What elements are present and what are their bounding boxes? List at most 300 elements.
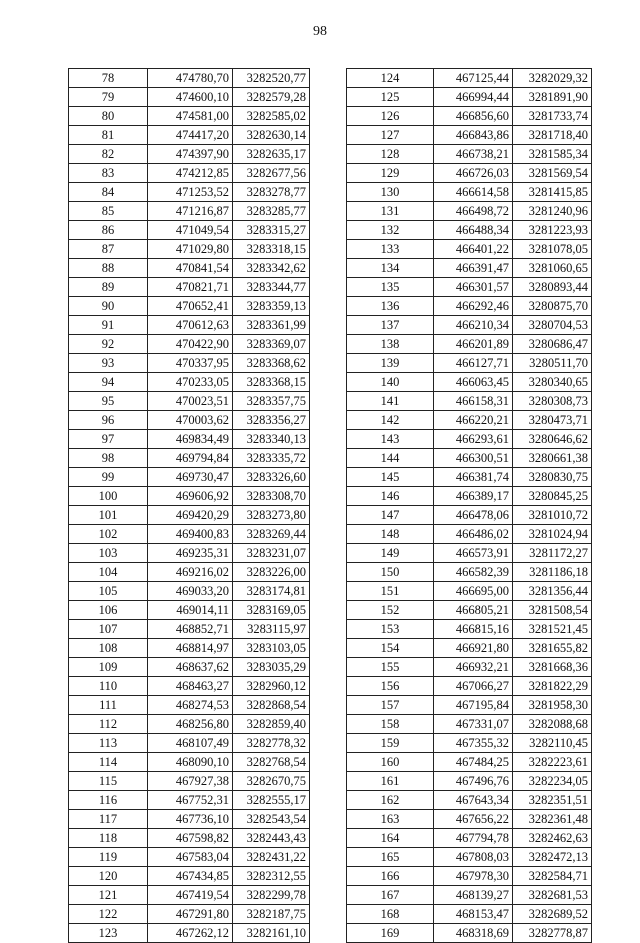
table-row [347,392,592,411]
point-number-cell: 130 [347,183,434,202]
point-number-cell: 88 [69,259,148,278]
y-coordinate-cell: 3283357,75 [233,392,310,411]
table-row [69,525,310,544]
table-row [347,411,592,430]
point-number-cell: 138 [347,335,434,354]
y-coordinate-cell: 3283361,99 [233,316,310,335]
x-coordinate-cell: 471049,54 [148,221,233,240]
table-row [69,449,310,468]
table-row [347,620,592,639]
table-row [69,639,310,658]
table-row [347,734,592,753]
y-coordinate-cell: 3281415,85 [513,183,592,202]
point-number-cell: 120 [69,867,148,886]
x-coordinate-cell: 467066,27 [434,677,513,696]
x-coordinate-cell: 466381,74 [434,468,513,487]
y-coordinate-cell: 3281958,30 [513,696,592,715]
x-coordinate-cell: 469420,29 [148,506,233,525]
table-row [69,715,310,734]
point-number-cell: 163 [347,810,434,829]
point-number-cell: 103 [69,544,148,563]
y-coordinate-cell: 3280845,25 [513,487,592,506]
y-coordinate-cell: 3281060,65 [513,259,592,278]
point-number-cell: 81 [69,126,148,145]
y-coordinate-cell: 3282223,61 [513,753,592,772]
y-coordinate-cell: 3281223,93 [513,221,592,240]
x-coordinate-cell: 468463,27 [148,677,233,696]
x-coordinate-cell: 467355,32 [434,734,513,753]
table-row [69,791,310,810]
y-coordinate-cell: 3282472,13 [513,848,592,867]
x-coordinate-cell: 466695,00 [434,582,513,601]
table-row [69,126,310,145]
point-number-cell: 78 [69,69,148,88]
point-number-cell: 156 [347,677,434,696]
x-coordinate-cell: 469606,92 [148,487,233,506]
x-coordinate-cell: 471029,80 [148,240,233,259]
x-coordinate-cell: 467598,82 [148,829,233,848]
point-number-cell: 101 [69,506,148,525]
point-number-cell: 92 [69,335,148,354]
table-row [69,164,310,183]
y-coordinate-cell: 3282555,17 [233,791,310,810]
point-number-cell: 97 [69,430,148,449]
point-number-cell: 111 [69,696,148,715]
point-number-cell: 144 [347,449,434,468]
y-coordinate-cell: 3283231,07 [233,544,310,563]
point-number-cell: 104 [69,563,148,582]
x-coordinate-cell: 467643,34 [434,791,513,810]
y-coordinate-cell: 3283174,81 [233,582,310,601]
x-coordinate-cell: 466573,91 [434,544,513,563]
point-number-cell: 161 [347,772,434,791]
point-number-cell: 160 [347,753,434,772]
table-row [69,563,310,582]
table-row [347,487,592,506]
point-number-cell: 117 [69,810,148,829]
y-coordinate-cell: 3281822,29 [513,677,592,696]
coordinates-table-left [68,68,310,943]
table-row [347,297,592,316]
y-coordinate-cell: 3283340,13 [233,430,310,449]
table-row [347,183,592,202]
y-coordinate-cell: 3281508,54 [513,601,592,620]
table-row [347,316,592,335]
point-number-cell: 164 [347,829,434,848]
x-coordinate-cell: 467496,76 [434,772,513,791]
y-coordinate-cell: 3283335,72 [233,449,310,468]
coordinates-table-left-body [69,69,310,943]
x-coordinate-cell: 469400,83 [148,525,233,544]
x-coordinate-cell: 474581,00 [148,107,233,126]
point-number-cell: 142 [347,411,434,430]
point-number-cell: 166 [347,867,434,886]
x-coordinate-cell: 467484,25 [434,753,513,772]
point-number-cell: 91 [69,316,148,335]
x-coordinate-cell: 466805,21 [434,601,513,620]
x-coordinate-cell: 468107,49 [148,734,233,753]
point-number-cell: 106 [69,601,148,620]
y-coordinate-cell: 3281569,54 [513,164,592,183]
point-number-cell: 112 [69,715,148,734]
point-number-cell: 133 [347,240,434,259]
y-coordinate-cell: 3281718,40 [513,126,592,145]
y-coordinate-cell: 3280704,53 [513,316,592,335]
table-row [347,772,592,791]
table-row [347,354,592,373]
x-coordinate-cell: 466158,31 [434,392,513,411]
x-coordinate-cell: 470612,63 [148,316,233,335]
y-coordinate-cell: 3282110,45 [513,734,592,753]
point-number-cell: 93 [69,354,148,373]
y-coordinate-cell: 3283342,62 [233,259,310,278]
point-number-cell: 100 [69,487,148,506]
x-coordinate-cell: 468153,47 [434,905,513,924]
point-number-cell: 122 [69,905,148,924]
table-row [347,601,592,620]
x-coordinate-cell: 466401,22 [434,240,513,259]
x-coordinate-cell: 467331,07 [434,715,513,734]
y-coordinate-cell: 3282187,75 [233,905,310,924]
x-coordinate-cell: 470023,51 [148,392,233,411]
y-coordinate-cell: 3282351,51 [513,791,592,810]
table-row [69,544,310,563]
table-row [69,848,310,867]
x-coordinate-cell: 470821,71 [148,278,233,297]
table-row [347,677,592,696]
y-coordinate-cell: 3282681,53 [513,886,592,905]
table-row [69,202,310,221]
y-coordinate-cell: 3282778,87 [513,924,592,943]
x-coordinate-cell: 469834,49 [148,430,233,449]
table-row [347,88,592,107]
point-number-cell: 118 [69,829,148,848]
table-row [347,582,592,601]
y-coordinate-cell: 3282670,75 [233,772,310,791]
x-coordinate-cell: 471216,87 [148,202,233,221]
y-coordinate-cell: 3280646,62 [513,430,592,449]
x-coordinate-cell: 466994,44 [434,88,513,107]
x-coordinate-cell: 466486,02 [434,525,513,544]
table-row [69,316,310,335]
point-number-cell: 84 [69,183,148,202]
table-row [69,278,310,297]
point-number-cell: 162 [347,791,434,810]
table-row [347,373,592,392]
point-number-cell: 107 [69,620,148,639]
x-coordinate-cell: 468274,53 [148,696,233,715]
y-coordinate-cell: 3283368,62 [233,354,310,373]
table-row [69,582,310,601]
y-coordinate-cell: 3281078,05 [513,240,592,259]
table-row [347,848,592,867]
y-coordinate-cell: 3282431,22 [233,848,310,867]
point-number-cell: 102 [69,525,148,544]
table-row [347,506,592,525]
y-coordinate-cell: 3283285,77 [233,202,310,221]
point-number-cell: 94 [69,373,148,392]
table-row [69,88,310,107]
table-row [347,164,592,183]
y-coordinate-cell: 3282960,12 [233,677,310,696]
point-number-cell: 79 [69,88,148,107]
table-row [69,658,310,677]
x-coordinate-cell: 467927,38 [148,772,233,791]
point-number-cell: 89 [69,278,148,297]
x-coordinate-cell: 466201,89 [434,335,513,354]
y-coordinate-cell: 3281172,27 [513,544,592,563]
point-number-cell: 90 [69,297,148,316]
y-coordinate-cell: 3283369,07 [233,335,310,354]
point-number-cell: 149 [347,544,434,563]
x-coordinate-cell: 470841,54 [148,259,233,278]
point-number-cell: 165 [347,848,434,867]
y-coordinate-cell: 3281186,18 [513,563,592,582]
table-row [347,145,592,164]
point-number-cell: 131 [347,202,434,221]
x-coordinate-cell: 469235,31 [148,544,233,563]
x-coordinate-cell: 466921,80 [434,639,513,658]
table-row [69,734,310,753]
page-number: 98 [313,24,327,39]
point-number-cell: 136 [347,297,434,316]
table-row [347,468,592,487]
x-coordinate-cell: 468256,80 [148,715,233,734]
point-number-cell: 159 [347,734,434,753]
x-coordinate-cell: 466389,17 [434,487,513,506]
table-row [69,772,310,791]
y-coordinate-cell: 3282088,68 [513,715,592,734]
point-number-cell: 109 [69,658,148,677]
x-coordinate-cell: 467656,22 [434,810,513,829]
y-coordinate-cell: 3283356,27 [233,411,310,430]
x-coordinate-cell: 474397,90 [148,145,233,164]
table-row [69,392,310,411]
table-row [347,563,592,582]
y-coordinate-cell: 3282234,05 [513,772,592,791]
x-coordinate-cell: 466300,51 [434,449,513,468]
y-coordinate-cell: 3281024,94 [513,525,592,544]
y-coordinate-cell: 3282585,02 [233,107,310,126]
table-row [69,506,310,525]
point-number-cell: 119 [69,848,148,867]
table-row [347,810,592,829]
y-coordinate-cell: 3282443,43 [233,829,310,848]
y-coordinate-cell: 3282868,54 [233,696,310,715]
table-row [347,867,592,886]
table-row [347,240,592,259]
y-coordinate-cell: 3282299,78 [233,886,310,905]
y-coordinate-cell: 3283103,05 [233,639,310,658]
y-coordinate-cell: 3283315,27 [233,221,310,240]
x-coordinate-cell: 469014,11 [148,601,233,620]
y-coordinate-cell: 3281668,36 [513,658,592,677]
y-coordinate-cell: 3280308,73 [513,392,592,411]
point-number-cell: 140 [347,373,434,392]
point-number-cell: 145 [347,468,434,487]
table-row [69,867,310,886]
y-coordinate-cell: 3281010,72 [513,506,592,525]
x-coordinate-cell: 466063,45 [434,373,513,392]
table-row [347,126,592,145]
y-coordinate-cell: 3282543,54 [233,810,310,829]
point-number-cell: 134 [347,259,434,278]
table-row [347,924,592,943]
y-coordinate-cell: 3283326,60 [233,468,310,487]
y-coordinate-cell: 3282584,71 [513,867,592,886]
y-coordinate-cell: 3281521,45 [513,620,592,639]
y-coordinate-cell: 3281585,34 [513,145,592,164]
table-row [69,487,310,506]
x-coordinate-cell: 466488,34 [434,221,513,240]
point-number-cell: 125 [347,88,434,107]
table-row [347,658,592,677]
point-number-cell: 139 [347,354,434,373]
x-coordinate-cell: 470652,41 [148,297,233,316]
x-coordinate-cell: 469033,20 [148,582,233,601]
x-coordinate-cell: 466614,58 [434,183,513,202]
point-number-cell: 152 [347,601,434,620]
x-coordinate-cell: 466582,39 [434,563,513,582]
x-coordinate-cell: 468637,62 [148,658,233,677]
x-coordinate-cell: 469730,47 [148,468,233,487]
table-row [69,601,310,620]
table-row [69,677,310,696]
table-row [347,715,592,734]
table-row [69,753,310,772]
table-row [347,829,592,848]
point-number-cell: 82 [69,145,148,164]
point-number-cell: 128 [347,145,434,164]
x-coordinate-cell: 466210,34 [434,316,513,335]
y-coordinate-cell: 3281655,82 [513,639,592,658]
table-row [347,525,592,544]
y-coordinate-cell: 3282161,10 [233,924,310,943]
table-row [69,183,310,202]
y-coordinate-cell: 3280686,47 [513,335,592,354]
point-number-cell: 127 [347,126,434,145]
y-coordinate-cell: 3282029,32 [513,69,592,88]
x-coordinate-cell: 467752,31 [148,791,233,810]
point-number-cell: 135 [347,278,434,297]
x-coordinate-cell: 468814,97 [148,639,233,658]
y-coordinate-cell: 3280511,70 [513,354,592,373]
table-row [69,107,310,126]
table-row [69,905,310,924]
x-coordinate-cell: 466738,21 [434,145,513,164]
point-number-cell: 116 [69,791,148,810]
point-number-cell: 96 [69,411,148,430]
point-number-cell: 80 [69,107,148,126]
x-coordinate-cell: 466292,46 [434,297,513,316]
table-row [347,430,592,449]
x-coordinate-cell: 467125,44 [434,69,513,88]
x-coordinate-cell: 467583,04 [148,848,233,867]
point-number-cell: 95 [69,392,148,411]
y-coordinate-cell: 3282689,52 [513,905,592,924]
point-number-cell: 150 [347,563,434,582]
y-coordinate-cell: 3282579,28 [233,88,310,107]
x-coordinate-cell: 469794,84 [148,449,233,468]
table-row [347,639,592,658]
y-coordinate-cell: 3283368,15 [233,373,310,392]
x-coordinate-cell: 467978,30 [434,867,513,886]
point-number-cell: 83 [69,164,148,183]
point-number-cell: 153 [347,620,434,639]
table-row [347,278,592,297]
table-row [69,221,310,240]
y-coordinate-cell: 3283273,80 [233,506,310,525]
point-number-cell: 99 [69,468,148,487]
point-number-cell: 168 [347,905,434,924]
point-number-cell: 169 [347,924,434,943]
y-coordinate-cell: 3283359,13 [233,297,310,316]
point-number-cell: 146 [347,487,434,506]
point-number-cell: 143 [347,430,434,449]
y-coordinate-cell: 3283035,29 [233,658,310,677]
point-number-cell: 158 [347,715,434,734]
y-coordinate-cell: 3282630,14 [233,126,310,145]
y-coordinate-cell: 3282312,55 [233,867,310,886]
y-coordinate-cell: 3281891,90 [513,88,592,107]
y-coordinate-cell: 3282768,54 [233,753,310,772]
x-coordinate-cell: 466293,61 [434,430,513,449]
x-coordinate-cell: 466301,57 [434,278,513,297]
x-coordinate-cell: 467291,80 [148,905,233,924]
x-coordinate-cell: 467419,54 [148,886,233,905]
table-row [347,753,592,772]
point-number-cell: 167 [347,886,434,905]
table-row [69,886,310,905]
point-number-cell: 85 [69,202,148,221]
y-coordinate-cell: 3283278,77 [233,183,310,202]
table-row [69,335,310,354]
y-coordinate-cell: 3283344,77 [233,278,310,297]
y-coordinate-cell: 3280340,65 [513,373,592,392]
y-coordinate-cell: 3280830,75 [513,468,592,487]
table-row [347,202,592,221]
x-coordinate-cell: 470003,62 [148,411,233,430]
table-row [69,924,310,943]
y-coordinate-cell: 3281240,96 [513,202,592,221]
y-coordinate-cell: 3282677,56 [233,164,310,183]
x-coordinate-cell: 468090,10 [148,753,233,772]
y-coordinate-cell: 3283269,44 [233,525,310,544]
table-row [69,430,310,449]
point-number-cell: 86 [69,221,148,240]
x-coordinate-cell: 474417,20 [148,126,233,145]
table-row [69,468,310,487]
x-coordinate-cell: 466856,60 [434,107,513,126]
y-coordinate-cell: 3282462,63 [513,829,592,848]
point-number-cell: 147 [347,506,434,525]
table-row [347,259,592,278]
table-row [69,354,310,373]
coordinates-table-right-body [347,69,592,943]
x-coordinate-cell: 467736,10 [148,810,233,829]
point-number-cell: 132 [347,221,434,240]
y-coordinate-cell: 3280875,70 [513,297,592,316]
y-coordinate-cell: 3283308,70 [233,487,310,506]
point-number-cell: 114 [69,753,148,772]
x-coordinate-cell: 466815,16 [434,620,513,639]
table-row [69,69,310,88]
table-row [69,411,310,430]
table-row [69,373,310,392]
point-number-cell: 148 [347,525,434,544]
table-row [69,620,310,639]
x-coordinate-cell: 468139,27 [434,886,513,905]
